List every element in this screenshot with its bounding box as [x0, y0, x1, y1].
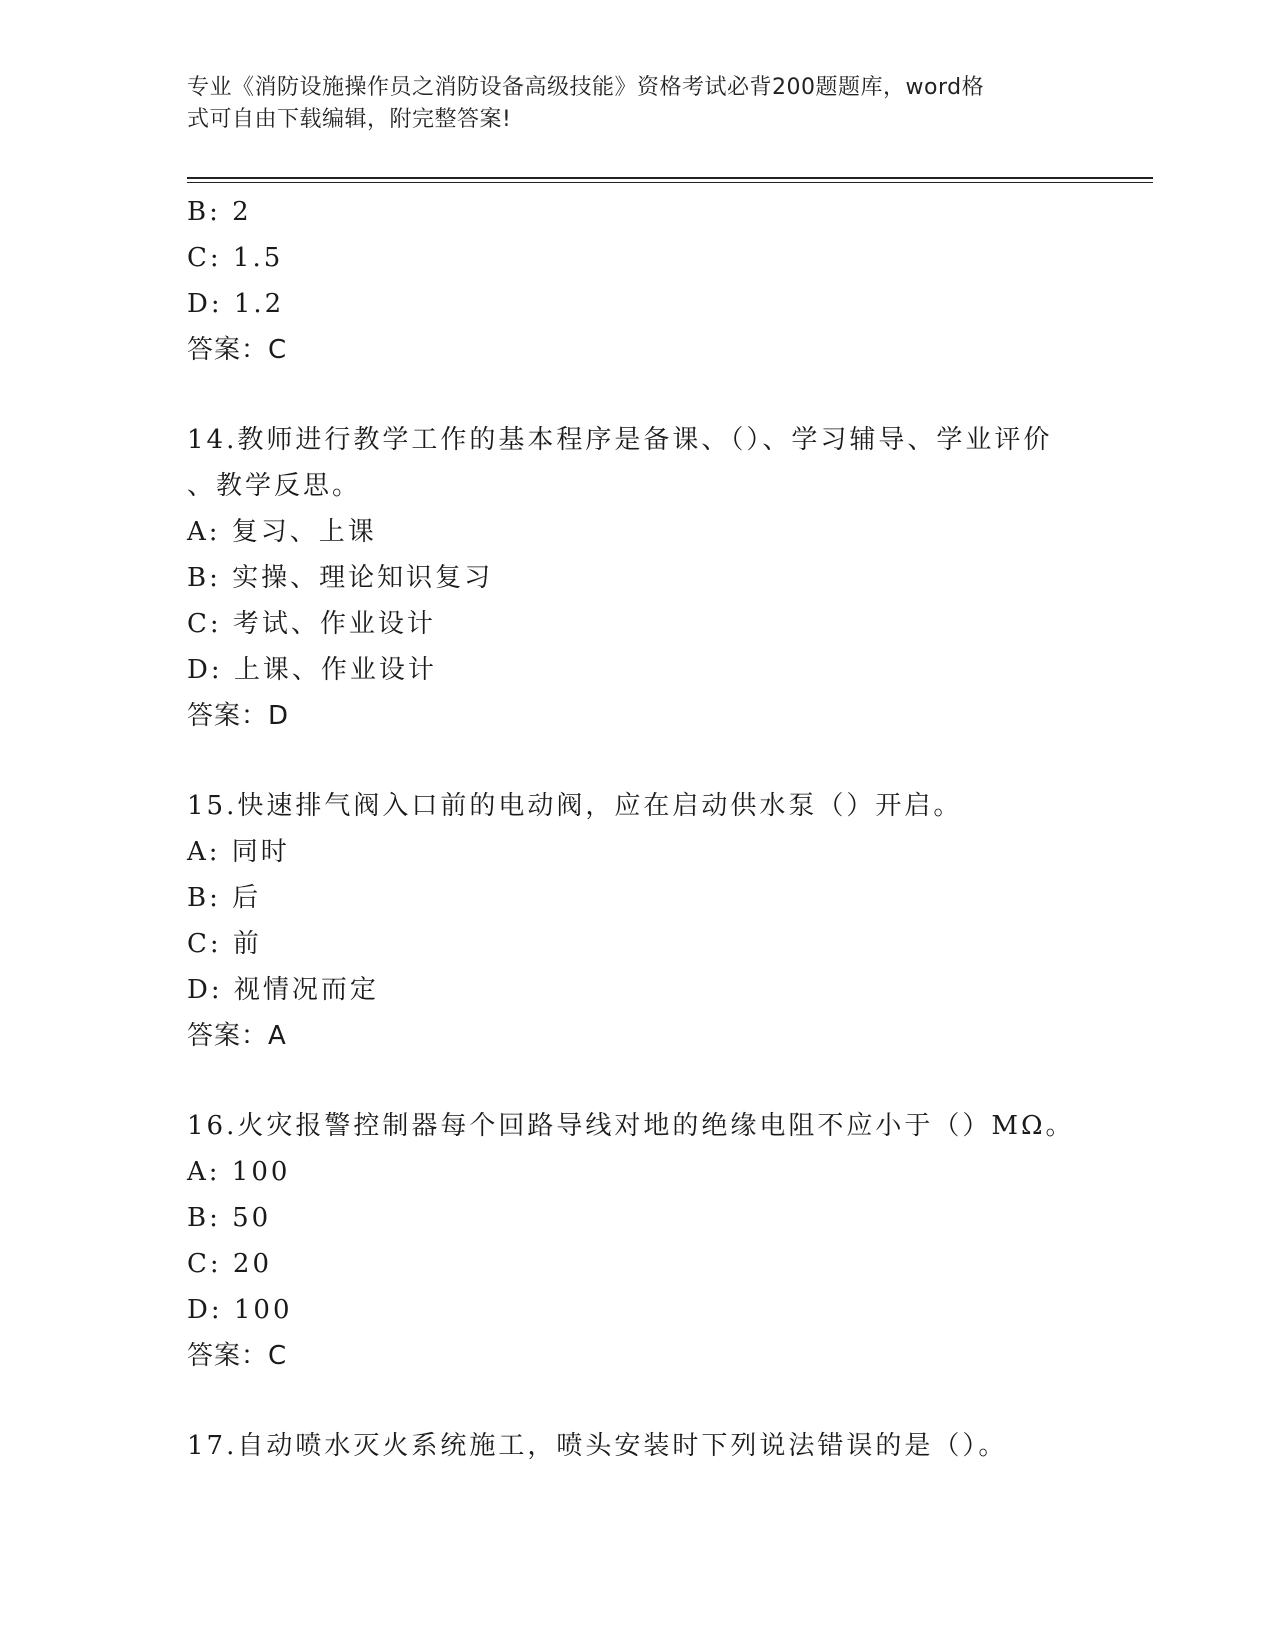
option-b: B: 实操、理论知识复习 [187, 563, 494, 593]
option-a: A: 同时 [187, 837, 290, 867]
option-c: C: 前 [187, 929, 262, 959]
spacer [187, 1059, 1087, 1103]
header-divider-thick [187, 177, 1153, 179]
question-text-line-2: 、教学反思。 [187, 471, 362, 501]
header-divider-thin [187, 182, 1153, 183]
spacer [187, 1379, 1087, 1423]
header-line-1: 专业《消防设施操作员之消防设备高级技能》资格考试必背200题题库，word格 [187, 75, 985, 100]
question-text: 16.火灾报警控制器每个回路导线对地的绝缘电阻不应小于（）MΩ。 [187, 1111, 1075, 1141]
question-text: 15.快速排气阀入口前的电动阀，应在启动供水泵（）开启。 [187, 791, 963, 821]
option-c: C: 1.5 [187, 243, 284, 273]
question-13-tail [187, 189, 1087, 373]
option-b: B: 后 [187, 883, 262, 913]
option-a: A: 100 [187, 1157, 291, 1187]
document-body [187, 189, 1087, 1469]
question-text: 17.自动喷水灭火系统施工，喷头安装时下列说法错误的是（）。 [187, 1431, 1008, 1461]
answer-line: 答案：A [187, 1021, 287, 1051]
spacer [187, 373, 1087, 417]
question-16 [187, 1103, 1087, 1379]
header-line-2: 式可自由下载编辑，附完整答案! [187, 107, 512, 132]
option-a: A: 复习、上课 [187, 517, 377, 547]
option-c: C: 考试、作业设计 [187, 609, 436, 639]
option-b: B: 50 [187, 1203, 272, 1233]
question-17 [187, 1423, 1087, 1469]
option-d: D: 100 [187, 1295, 293, 1325]
option-d: D: 1.2 [187, 289, 285, 319]
option-c: C: 20 [187, 1249, 273, 1279]
document-header [187, 72, 1067, 136]
question-text-line-1: 14.教师进行教学工作的基本程序是备课、（）、学习辅导、学业评价 [187, 425, 1053, 455]
spacer [187, 739, 1087, 783]
answer-line: 答案：D [187, 701, 290, 731]
option-d: D: 视情况而定 [187, 975, 379, 1005]
answer-line: 答案：C [187, 335, 288, 365]
answer-line: 答案：C [187, 1341, 288, 1371]
option-d: D: 上课、作业设计 [187, 655, 437, 685]
question-14 [187, 417, 1087, 739]
question-15 [187, 783, 1087, 1059]
option-b: B: 2 [187, 197, 252, 227]
